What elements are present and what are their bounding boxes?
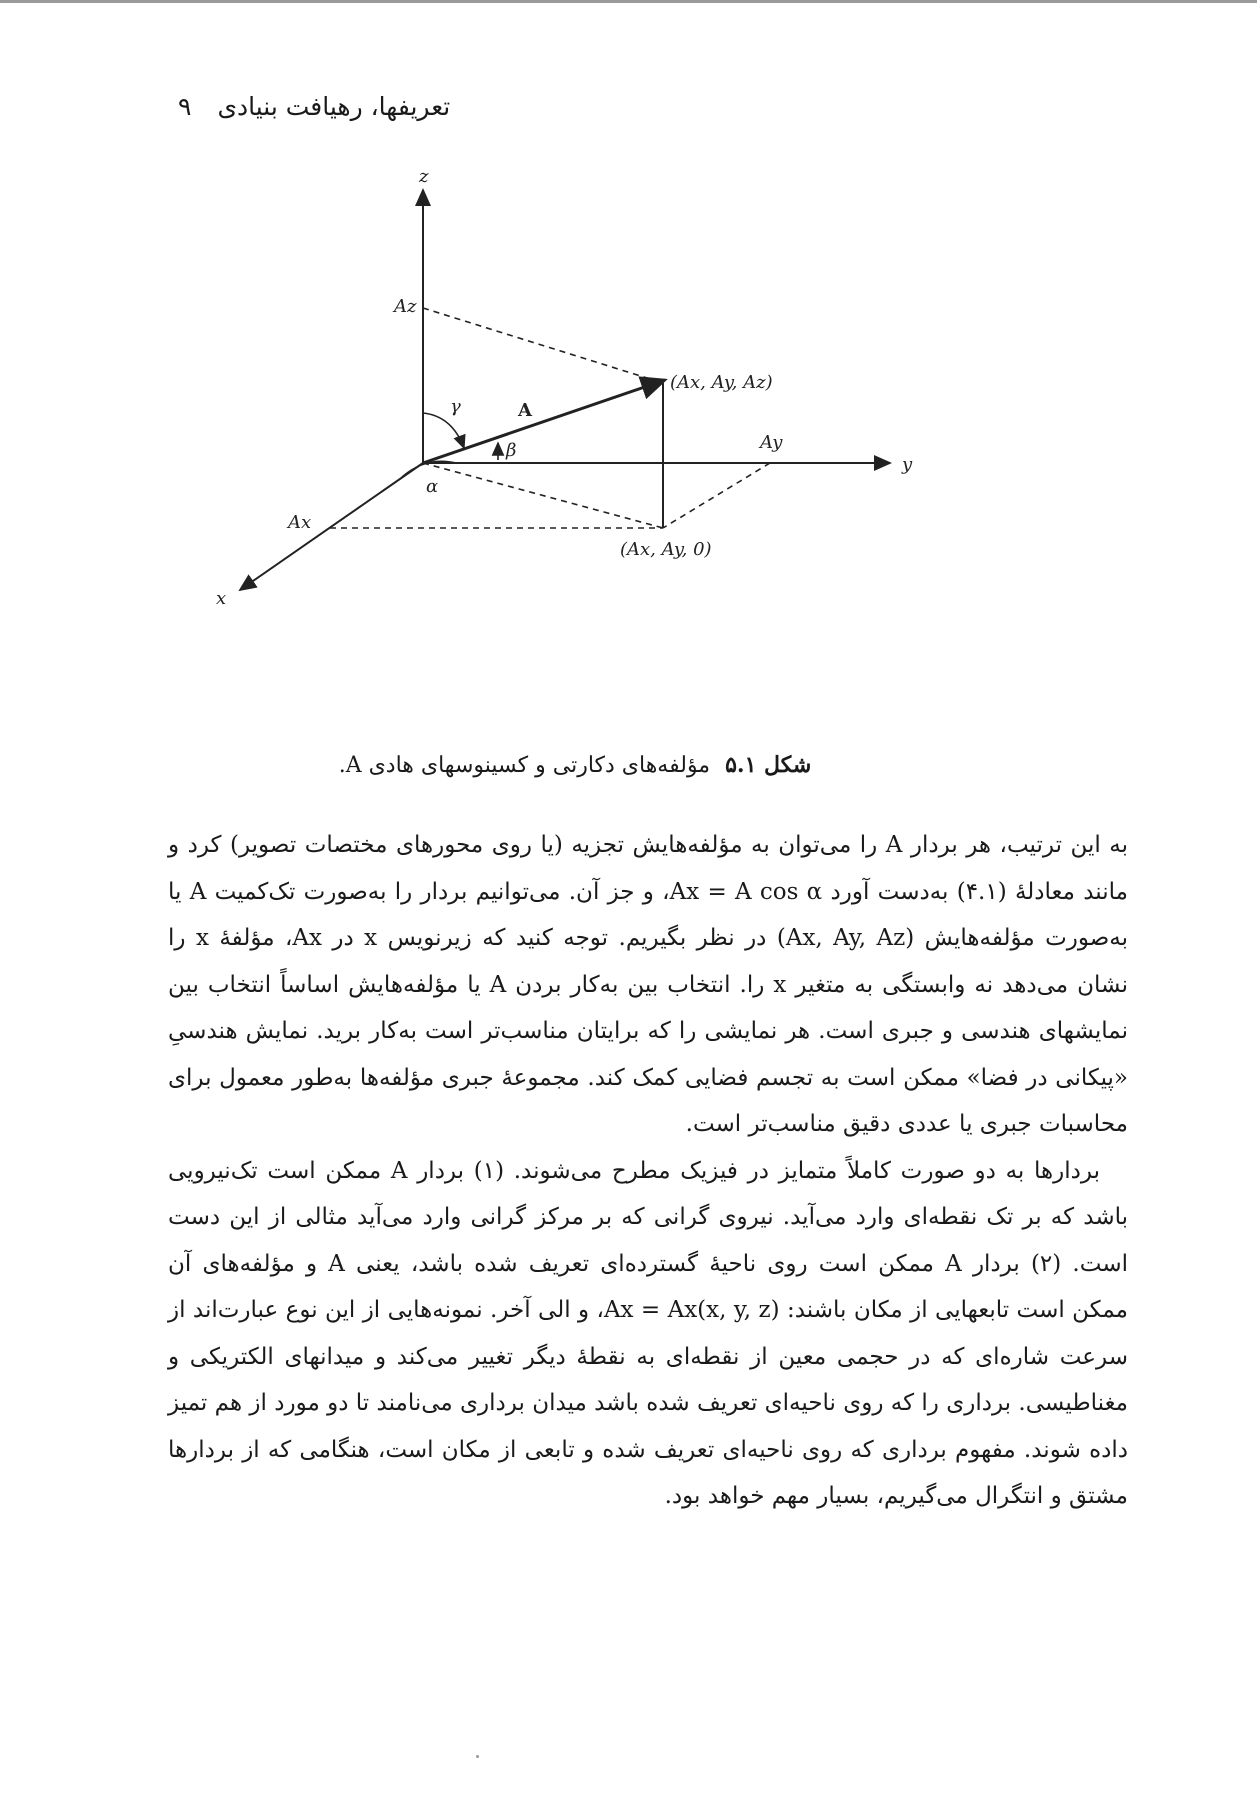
scan-top-edge	[0, 0, 1257, 3]
caption-text: مؤلفه‌های دکارتی و کسینوسهای هادی A.	[338, 753, 711, 778]
vector-A	[423, 380, 665, 463]
gamma-label: γ	[450, 396, 461, 417]
Az-label: Az	[394, 296, 417, 317]
paragraph-2: بردارها به دو صورت کاملاً متمایز در فیزیک مطرح می‌شوند. (۱) بردار A ممکن است تک‌نیرویی باشد که بر تک نقطه‌ای وارد می‌آید. نیروی گرانی که بر مرکز گرانی وارد می‌آید مثالی از این دست است. (۲) بردار A ممکن است روی ناحیهٔ گسترده‌ای تعریف شده باشد، یعنی A و مؤلفه‌های آن ممکن است تابعهایی از مکان باشند: Ax = Ax(x, y, z)، و الی آخر. نمونه‌هایی از این نوع عبارت‌اند از سرعت شاره‌ای که در حجمی معین از نقطه‌ای به نقطهٔ دیگر تغییر می‌کند و میدانهای الکتریکی و مغناطیسی. برداری را که روی ناحیه‌ای تعریف شده باشد میدان برداری می‌نامند تا دو مورد از هم تمیز داده شوند. مفهوم برداری که روی ناحیه‌ای تعریف شده و تابعی از مکان است، هنگامی که از بردارها مشتق و انتگرال می‌گیریم، بسیار مهم خواهد بود.	[168, 1157, 1129, 1509]
Ay-label: Ay	[760, 432, 783, 453]
running-header	[178, 92, 450, 121]
paragraph-1: به این ترتیب، هر بردار A را می‌توان به مؤلفه‌هایش تجزیه (یا روی محورهای مختصات تصویر) کرد و مانند معادلهٔ (۴.۱) به‌دست آورد Ax = A cos α، و جز آن. می‌توانیم بردار را به‌صورت تک‌کمیت A یا به‌صورت مؤلفه‌هایش (Ax, Ay, Az) در نظر بگیریم. توجه کنید که زیرنویس x در Ax، مؤلفهٔ x را نشان می‌دهد نه وابستگی به متغیر x را. انتخاب بین به‌کار بردن A یا مؤلفه‌هایش اساساً انتخاب بین نمایشهای هندسی و جبری است. هر نمایشی را که برایتان مناسب‌تر است به‌کار برید. نمایش هندسیِ «پیکانی در فضا» ممکن است به تجسم فضایی کمک کند. مجموعهٔ جبری مؤلفه‌ها به‌طور معمول برای محاسبات جبری یا عددی دقیق مناسب‌تر است.	[168, 832, 1128, 1137]
vector-components-figure	[216, 166, 930, 720]
figure-caption	[250, 752, 900, 778]
Ax-label: Ax	[288, 512, 312, 533]
dashed-Ay-to-foot	[663, 463, 770, 528]
gamma-arc	[423, 413, 464, 448]
dashed-Az-to-tip	[423, 308, 663, 383]
x-axis	[240, 463, 423, 590]
A-label: A	[518, 400, 532, 421]
point-top-label: (Ax, Ay, Az)	[670, 372, 773, 393]
running-title: تعریفها، رهیافت بنیادی	[217, 92, 451, 121]
beta-label: β	[506, 440, 517, 461]
point-bottom-label: (Ax, Ay, 0)	[620, 539, 712, 560]
body-text	[168, 822, 1128, 1520]
dashed-origin-to-foot	[423, 463, 663, 528]
y-label: y	[902, 454, 913, 475]
x-label: x	[216, 588, 227, 609]
caption-label: شکل ۵.۱	[725, 752, 812, 778]
scan-speck	[476, 1755, 479, 1758]
page-number: ۹	[178, 92, 192, 121]
z-label: z	[419, 166, 429, 187]
alpha-label: α	[426, 476, 439, 497]
